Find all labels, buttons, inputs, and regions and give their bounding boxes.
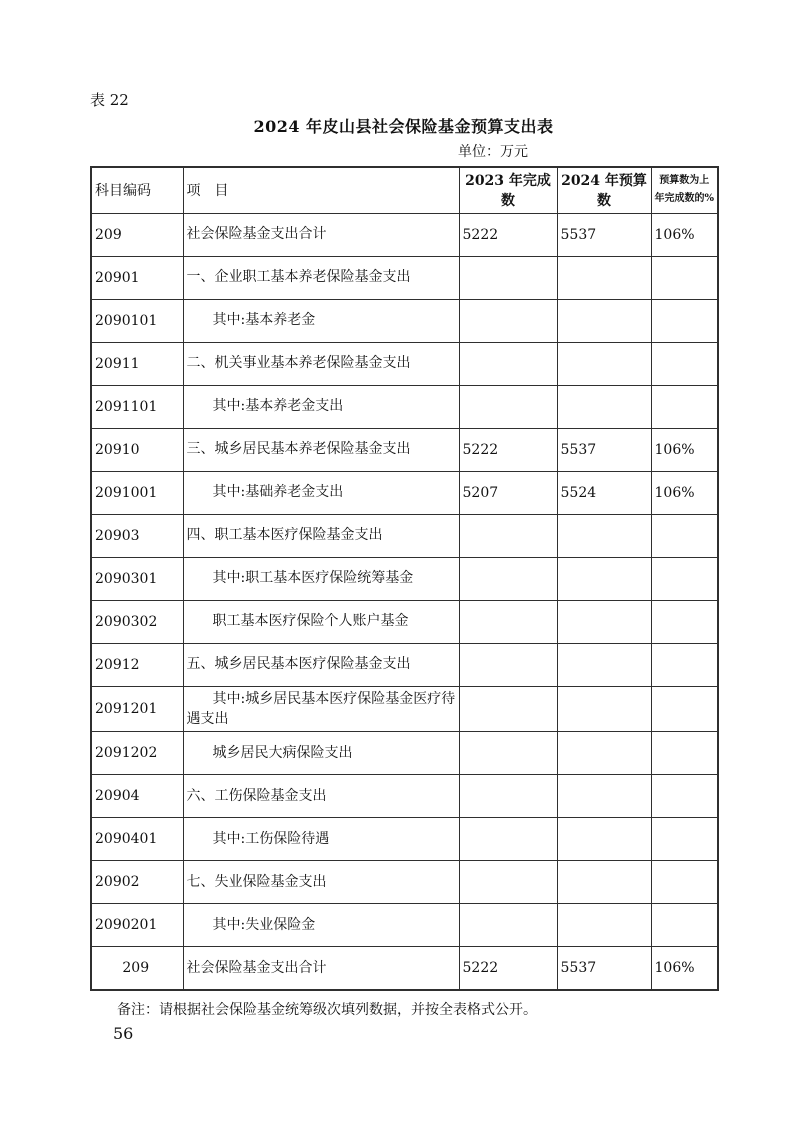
table-row <box>91 861 718 904</box>
table-row <box>91 775 718 818</box>
cell-2023-completed <box>459 775 557 818</box>
cell-subject-code: 20904 <box>91 775 183 818</box>
page-number: 56 <box>113 1024 134 1043</box>
unit-label: 单位：万元 <box>458 144 528 160</box>
cell-item: 二、机关事业基本养老保险基金支出 <box>183 342 459 385</box>
table-row <box>91 686 718 732</box>
header-2023-completed: 2023 年完成数 <box>459 167 557 213</box>
table-header <box>91 167 718 213</box>
table-row <box>91 385 718 428</box>
cell-percent: 106% <box>651 428 718 471</box>
table-row <box>91 514 718 557</box>
page-title: 2024 年皮山县社会保险基金预算支出表 <box>253 117 554 136</box>
cell-2024-budget <box>557 904 651 947</box>
cell-subject-code: 2090302 <box>91 600 183 643</box>
cell-subject-code: 2091201 <box>91 686 183 732</box>
cell-subject-code: 2091101 <box>91 385 183 428</box>
cell-2024-budget: 5537 <box>557 947 651 990</box>
cell-2023-completed: 5207 <box>459 471 557 514</box>
header-2024-budget: 2024 年预算数 <box>557 167 651 213</box>
cell-percent <box>651 904 718 947</box>
table-row <box>91 818 718 861</box>
cell-2023-completed: 5222 <box>459 428 557 471</box>
cell-2023-completed <box>459 732 557 775</box>
cell-2023-completed <box>459 861 557 904</box>
header-row <box>91 167 718 213</box>
table-row <box>91 256 718 299</box>
cell-item: 三、城乡居民基本养老保险基金支出 <box>183 428 459 471</box>
cell-2024-budget: 5524 <box>557 471 651 514</box>
table-row <box>91 600 718 643</box>
table-body <box>91 213 718 990</box>
cell-2023-completed <box>459 557 557 600</box>
cell-item: 六、工伤保险基金支出 <box>183 775 459 818</box>
cell-percent <box>651 643 718 686</box>
cell-percent <box>651 732 718 775</box>
cell-subject-code: 20911 <box>91 342 183 385</box>
cell-2024-budget <box>557 385 651 428</box>
cell-subject-code: 2091001 <box>91 471 183 514</box>
footnote: 备注：请根据社会保险基金统筹级次填列数据，并按全表格式公开。 <box>117 1002 537 1018</box>
cell-2023-completed: 5222 <box>459 213 557 256</box>
cell-2024-budget <box>557 643 651 686</box>
cell-percent <box>651 818 718 861</box>
cell-2024-budget <box>557 818 651 861</box>
cell-2024-budget <box>557 299 651 342</box>
cell-item: 职工基本医疗保险个人账户基金 <box>183 600 459 643</box>
cell-2023-completed <box>459 299 557 342</box>
cell-percent <box>651 299 718 342</box>
cell-percent: 106% <box>651 471 718 514</box>
header-item: 项 目 <box>183 167 459 213</box>
cell-item: 社会保险基金支出合计 <box>183 213 459 256</box>
cell-2024-budget: 5537 <box>557 213 651 256</box>
cell-subject-code: 20902 <box>91 861 183 904</box>
cell-2023-completed <box>459 600 557 643</box>
cell-percent: 106% <box>651 213 718 256</box>
cell-2024-budget <box>557 557 651 600</box>
table-row <box>91 904 718 947</box>
table-row <box>91 299 718 342</box>
cell-percent <box>651 861 718 904</box>
table-row <box>91 471 718 514</box>
table-row <box>91 643 718 686</box>
cell-item: 五、城乡居民基本医疗保险基金支出 <box>183 643 459 686</box>
cell-percent <box>651 686 718 732</box>
cell-percent <box>651 385 718 428</box>
cell-percent <box>651 600 718 643</box>
cell-2024-budget <box>557 256 651 299</box>
cell-percent: 106% <box>651 947 718 990</box>
cell-item: 其中:失业保险金 <box>183 904 459 947</box>
cell-item: 七、失业保险基金支出 <box>183 861 459 904</box>
cell-item: 一、企业职工基本养老保险基金支出 <box>183 256 459 299</box>
table-row <box>91 557 718 600</box>
cell-2023-completed <box>459 256 557 299</box>
cell-subject-code: 2091202 <box>91 732 183 775</box>
cell-item: 城乡居民大病保险支出 <box>183 732 459 775</box>
cell-2023-completed <box>459 686 557 732</box>
header-percent-of-prior-year: 预算数为上年完成数的% <box>651 167 718 213</box>
cell-item: 社会保险基金支出合计 <box>183 947 459 990</box>
cell-subject-code: 2090101 <box>91 299 183 342</box>
cell-subject-code: 20901 <box>91 256 183 299</box>
cell-item: 其中:基本养老金支出 <box>183 385 459 428</box>
cell-item: 其中:城乡居民基本医疗保险基金医疗待遇支出 <box>183 686 459 732</box>
cell-item: 其中:基础养老金支出 <box>183 471 459 514</box>
cell-2024-budget <box>557 732 651 775</box>
cell-2024-budget <box>557 686 651 732</box>
cell-subject-code: 209 <box>91 213 183 256</box>
cell-percent <box>651 775 718 818</box>
cell-percent <box>651 514 718 557</box>
header-subject-code: 科目编码 <box>91 167 183 213</box>
cell-2024-budget <box>557 861 651 904</box>
cell-subject-code: 2090201 <box>91 904 183 947</box>
cell-2024-budget <box>557 342 651 385</box>
cell-subject-code: 20910 <box>91 428 183 471</box>
cell-2024-budget: 5537 <box>557 428 651 471</box>
cell-2023-completed <box>459 904 557 947</box>
table-row <box>91 732 718 775</box>
cell-subject-code: 20903 <box>91 514 183 557</box>
budget-table <box>90 166 719 991</box>
cell-2024-budget <box>557 775 651 818</box>
cell-item: 其中:工伤保险待遇 <box>183 818 459 861</box>
cell-percent <box>651 256 718 299</box>
table-row <box>91 342 718 385</box>
cell-item: 四、职工基本医疗保险基金支出 <box>183 514 459 557</box>
table-row <box>91 213 718 256</box>
cell-2023-completed <box>459 643 557 686</box>
cell-subject-code: 20912 <box>91 643 183 686</box>
cell-subject-code: 209 <box>91 947 183 990</box>
cell-2024-budget <box>557 600 651 643</box>
cell-2023-completed <box>459 514 557 557</box>
cell-item: 其中:职工基本医疗保险统筹基金 <box>183 557 459 600</box>
cell-2023-completed <box>459 342 557 385</box>
cell-2023-completed: 5222 <box>459 947 557 990</box>
table-number-label: 表 22 <box>90 91 129 109</box>
cell-subject-code: 2090301 <box>91 557 183 600</box>
cell-2023-completed <box>459 385 557 428</box>
cell-2023-completed <box>459 818 557 861</box>
cell-2024-budget <box>557 514 651 557</box>
cell-percent <box>651 342 718 385</box>
table-row <box>91 428 718 471</box>
cell-percent <box>651 557 718 600</box>
cell-subject-code: 2090401 <box>91 818 183 861</box>
cell-item: 其中:基本养老金 <box>183 299 459 342</box>
table-row <box>91 947 718 990</box>
